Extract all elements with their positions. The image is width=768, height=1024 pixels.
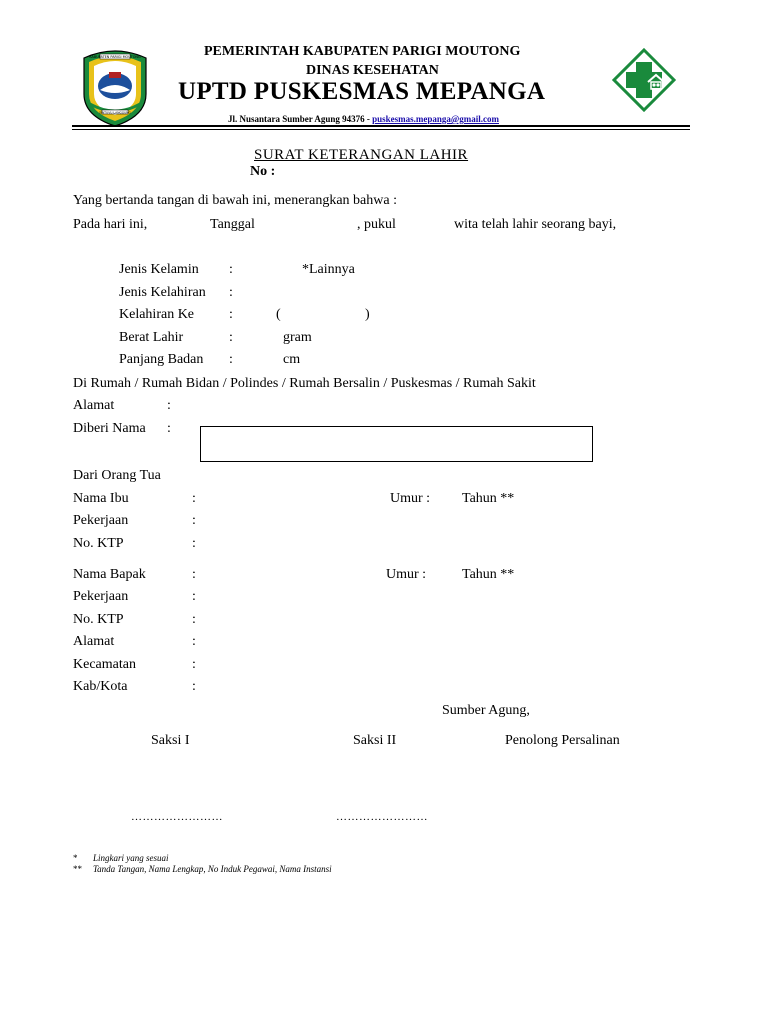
gov-line: PEMERINTAH KABUPATEN PARIGI MOUTONG bbox=[204, 44, 521, 59]
panjang-badan-label: Panjang Badan bbox=[119, 352, 204, 367]
jenis-kelamin-value: *Lainnya bbox=[302, 262, 355, 277]
wita-text: wita telah lahir seorang bayi, bbox=[454, 217, 617, 232]
kelahiran-ke-label: Kelahiran Ke bbox=[119, 307, 195, 322]
kelahiran-ke-colon: : bbox=[229, 307, 233, 322]
dept-line: DINAS KESEHATAN bbox=[306, 63, 439, 78]
alamat-bapak-colon: : bbox=[192, 634, 196, 649]
nama-bapak-label: Nama Bapak bbox=[73, 567, 146, 582]
header-rule-thin bbox=[72, 129, 690, 130]
kabkota-colon: : bbox=[192, 679, 196, 694]
diberi-nama-label: Diberi Nama bbox=[73, 421, 146, 436]
ktp-bapak-colon: : bbox=[192, 612, 196, 627]
org-name: UPTD PUSKESMAS MEPANGA bbox=[178, 78, 546, 105]
tahun-bapak-label: Tahun ** bbox=[462, 567, 515, 582]
doc-number-label: No : bbox=[250, 164, 276, 179]
nama-bapak-colon: : bbox=[192, 567, 196, 582]
jenis-kelahiran-colon: : bbox=[229, 285, 233, 300]
pekerjaan-ibu-colon: : bbox=[192, 513, 196, 528]
pekerjaan-ibu-label: Pekerjaan bbox=[73, 513, 129, 528]
kabkota-label: Kab/Kota bbox=[73, 679, 128, 694]
panjang-badan-unit: cm bbox=[283, 352, 301, 367]
alamat-colon: : bbox=[167, 398, 171, 413]
jenis-kelamin-label: Jenis Kelamin bbox=[119, 262, 199, 277]
nama-ibu-colon: : bbox=[192, 491, 196, 506]
tanggal-label: Tanggal bbox=[210, 217, 255, 232]
berat-lahir-label: Berat Lahir bbox=[119, 330, 184, 345]
jenis-kelahiran-label: Jenis Kelahiran bbox=[119, 285, 206, 300]
panjang-badan-colon: : bbox=[229, 352, 233, 367]
berat-lahir-unit: gram bbox=[283, 330, 312, 345]
kelahiran-ke-open-paren: ( bbox=[276, 307, 281, 322]
footnote-1-mark: * bbox=[73, 853, 78, 863]
footnote-2-mark: ** bbox=[73, 864, 82, 874]
kelahiran-ke-close-paren: ) bbox=[365, 307, 370, 322]
header-rule-thick bbox=[72, 125, 690, 127]
kecamatan-colon: : bbox=[192, 657, 196, 672]
birth-place-options: Di Rumah / Rumah Bidan / Polindes / Rumah Bersalin / Puskesmas / Rumah Sakit bbox=[73, 376, 536, 391]
doc-title: SURAT KETERANGAN LAHIR bbox=[254, 147, 469, 163]
email-link[interactable]: puskesmas.mepanga@gmail.com bbox=[372, 114, 499, 124]
pada-hari-ini: Pada hari ini, bbox=[73, 217, 148, 232]
footnote-1 bbox=[73, 853, 169, 863]
saksi-2-sign-line: …………………… bbox=[336, 811, 428, 823]
logo-bottom-text: SINTUVU LANGGUNG bbox=[99, 110, 131, 115]
puskesmas-logo bbox=[612, 48, 676, 112]
alamat-label: Alamat bbox=[73, 398, 115, 413]
address-line bbox=[228, 114, 499, 124]
tahun-ibu-label: Tahun ** bbox=[462, 491, 515, 506]
umur-ibu-label: Umur : bbox=[390, 491, 431, 506]
umur-bapak-label: Umur : bbox=[386, 567, 427, 582]
pekerjaan-bapak-colon: : bbox=[192, 589, 196, 604]
footnote-2 bbox=[73, 864, 332, 874]
nama-ibu-label: Nama Ibu bbox=[73, 491, 129, 506]
alamat-bapak-label: Alamat bbox=[73, 634, 115, 649]
logo-top-text: KABUPATEN PARIGI MOUTONG bbox=[89, 55, 141, 59]
baby-name-box[interactable] bbox=[200, 426, 593, 462]
parents-heading: Dari Orang Tua bbox=[73, 468, 161, 483]
saksi-1-label: Saksi I bbox=[151, 733, 190, 748]
penolong-label: Penolong Persalinan bbox=[505, 733, 620, 748]
footnote-1-text: Lingkari yang sesuai bbox=[93, 853, 169, 863]
ktp-ibu-colon: : bbox=[192, 536, 196, 551]
pekerjaan-bapak-label: Pekerjaan bbox=[73, 589, 129, 604]
footnote-2-text: Tanda Tangan, Nama Lengkap, No Induk Pegawai, Nama Instansi bbox=[93, 864, 332, 874]
regency-logo bbox=[76, 44, 154, 128]
jenis-kelamin-colon: : bbox=[229, 262, 233, 277]
diberi-nama-colon: : bbox=[167, 421, 171, 436]
pukul-label: , pukul bbox=[357, 217, 396, 232]
kecamatan-label: Kecamatan bbox=[73, 657, 136, 672]
address-text: Jl. Nusantara Sumber Agung 94376 - bbox=[228, 114, 373, 124]
berat-lahir-colon: : bbox=[229, 330, 233, 345]
ktp-ibu-label: No. KTP bbox=[73, 536, 124, 551]
saksi-1-sign-line: …………………… bbox=[131, 811, 223, 823]
place-date: Sumber Agung, bbox=[442, 703, 530, 718]
intro-text: Yang bertanda tangan di bawah ini, menerangkan bahwa : bbox=[73, 193, 397, 208]
ktp-bapak-label: No. KTP bbox=[73, 612, 124, 627]
saksi-2-label: Saksi II bbox=[353, 733, 397, 748]
